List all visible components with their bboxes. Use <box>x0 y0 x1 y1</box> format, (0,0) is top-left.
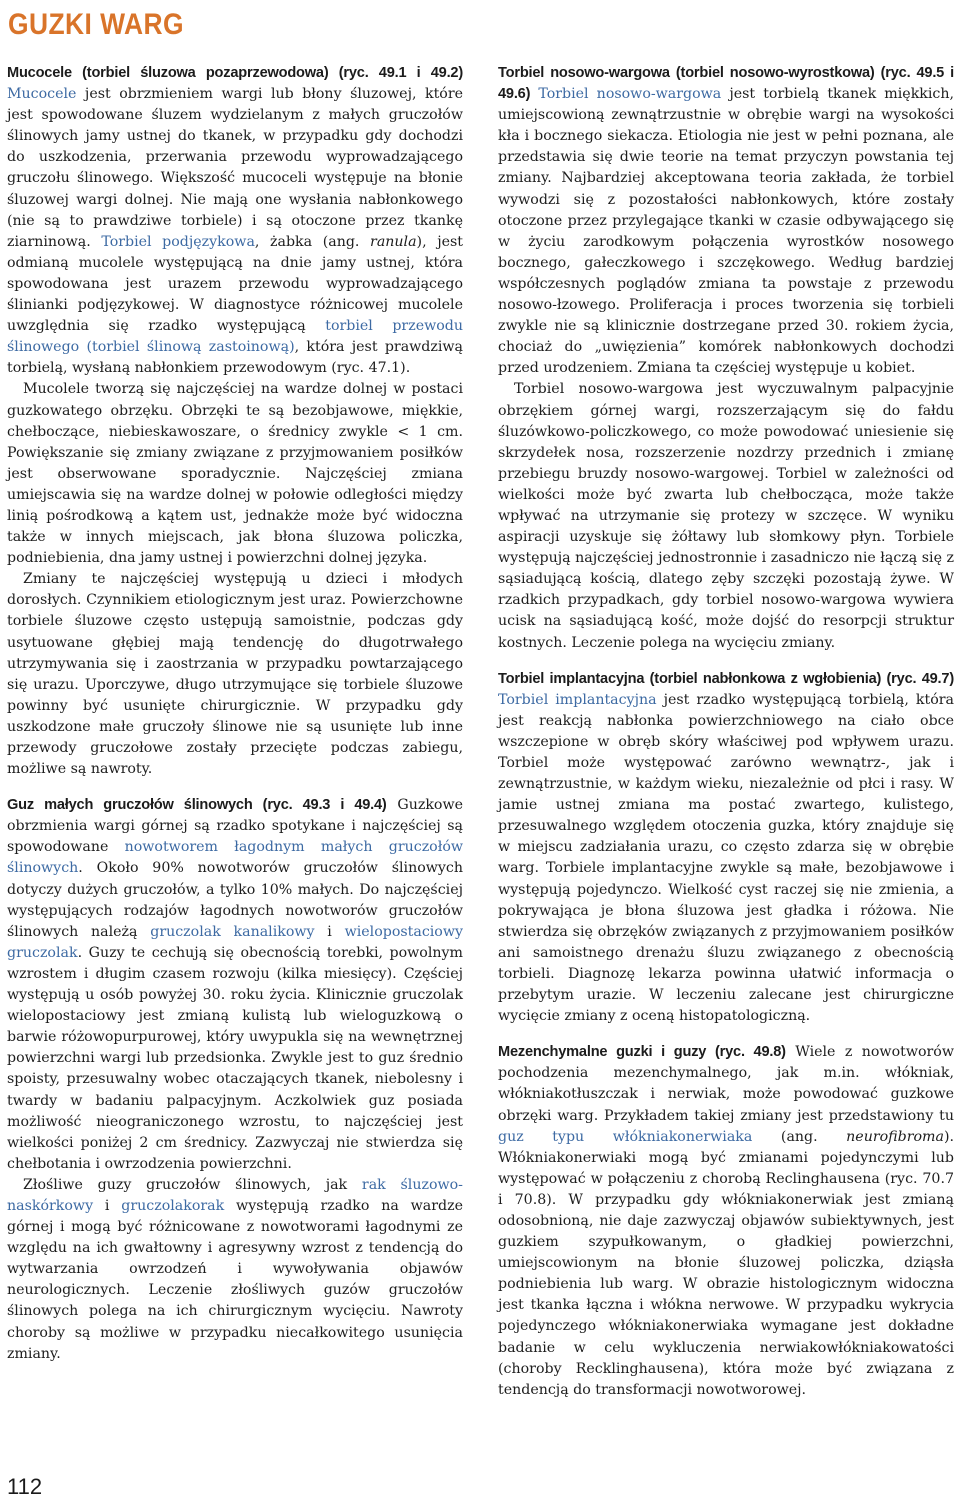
term-torbiel-nosowo-wargowa: Torbiel nosowo-wargowa <box>538 86 722 103</box>
term-torbiel-podjezykowa: Torbiel podjęzykowa <box>101 233 255 250</box>
left-column <box>7 63 463 1365</box>
mezench-text-2a: (ang. <box>752 1128 847 1145</box>
term-rak-sluzowo-naskorkowy: rak śluzowo-naskórkowy <box>7 1176 463 1214</box>
guz-paragraph-2 <box>7 1175 463 1365</box>
guz-p2-text-a: Złośliwe guzy gruczołów ślinowych, jak <box>23 1176 362 1193</box>
mezench-heading: Mezenchymalne guzki i guzy (ryc. 49.8) <box>498 1044 786 1061</box>
guz-text-2: . Około 90% nowotworów gruczołów ślinowych dotyczy dużych gruczołów, a tylko 10% małych. Do najczęściej występujących rodzajów łagodnych nowotworów gruczołów ślinowych należą <box>7 860 463 940</box>
mucocele-heading: Mucocele (torbiel śluzowa pozaprzewodowa) (ryc. 49.1 i 49.2) <box>7 65 463 81</box>
term-nowotwor-lagodny: nowotworem łagodnym małych gruczołów ślinowych <box>7 839 463 877</box>
mucocele-text-3: , która jest prawdziwą torbielą, wysłaną nabłonkiem przewodowym (ryc. 47.1). <box>7 339 463 377</box>
page-number: 112 <box>7 1474 43 1499</box>
torbiel-impl-text-1: jest rzadko występującą torbielą, która jest reakcją nabłonka powierzchniowego na ciało obce wszczepione w obręb skóry właściwej pod wpływem urazu. Torbiel może występować zarówno wewnątrz-, jak i zewnątrzustnie, w każdym wieku, niezależnie od płci i rasy. W jamie ustnej zmiana ma postać zwartego, kulistego, przesuwalnego względem otoczenia guzka, który znajduje się w miejscu zadziałania urazu, co często zdarza się w obrębie warg. Torbiele implantacyjne zwykle są małe, bezobjawowe i występują pojedynczo. Wielkość cyst raczej się nie zmienia, a pokrywająca je błona śluzowa jest gładka i różowa. Nie stwierdza się obrzęków związanych z przyjmowaniem posiłków ani samoistnego drenażu śluzu związanego z obecnością torbieli. Diagnozę lekarza powinna ułatwić informacja o przebytym urazie. W leczeniu zalecane jest chirurgiczne wycięcie zmiany z oceną histopatologiczną. <box>498 691 954 1025</box>
mezench-text-2b: ). Włókniakonerwiaki mogą być zmianami pojedynczymi lub występować w połączeniu z chorobą Reclinghausena (ryc. 70.7 i 70.8). W przypadku gdy włókniakonerwiak jest zmianą odosobnioną, nie daje zazwyczaj objawów subiektywnych, jest guzkiem szypułkowanym, o gładkiej powierzchni, umiejscowionym na błonie śluzowej policzka, dziąsła podniebienia lub warg. W obrazie histologicznym widoczna jest tkanka łączna i włókna nerwowe. W przypadku wykrycia pojedynczego włókniakonerwiaka wymagane jest dokładne badanie w celu wykluczenia nerwiakowłókniakowatości (choroby Recklinghausena), która może być związana z tendencją do transformacji nowotworowej. <box>498 1128 954 1398</box>
term-gruczolak-kanalikowy: gruczolak kanalikowy <box>150 923 315 940</box>
term-gruczolak-wielopostaciowy: wielopostaciowy gruczolak <box>7 923 463 961</box>
torbiel-nw-text-1: jest torbielą tkanek miękkich, umiejscowioną zewnątrzustnie w obrębie wargi na wysokości kła i bocznego siekacza. Etiologia nie jest w pełni poznana, ale przedstawia się dwie teorie na temat przyczyn powstania tej zmiany. Najbardziej akceptowana teoria zakłada, że torbiel wywodzi się z pozostałości nabłonkowych, które zostały otoczone przez przylegające tkanki w czasie odbywającego się w życiu zarodkowym połączenia wyrostków nosowego bocznego, gałeczkowego i szczękowego. Według bardziej współczesnych poglądów zmiana ta powstaje z przewodu nosowo-łzowego. Proliferacja i proces tworzenia się torbieli zwykle nie są klinicznie dostrzegane przed 30. rokiem życia, chociaż do „uwięzienia” komórek nabłonkowych dochodzi przed urodzeniem. Zmiana ta częściej występuje u kobiet. <box>498 86 955 377</box>
guz-p2-text-b: i <box>93 1197 122 1214</box>
torbiel-impl-paragraph <box>498 669 954 1028</box>
italic-neurofibroma: neurofibroma <box>846 1128 944 1145</box>
term-torbiel-implantacyjna: Torbiel implantacyjna <box>498 691 657 708</box>
guz-paragraph <box>7 795 463 1175</box>
page-title: GUZKI WARG <box>8 8 184 41</box>
mucocele-text-1: jest obrzmieniem wargi lub błony śluzowej, które jest spowodowane śluzem wydzielanym z małych gruczołów ślinowych jamy ustnej do tkanek, w przypadku gdy dochodzi do uszkodzenia, przerwania przewodu wyprowadzającego gruczołu ślinowego. Większość mucoceli występuje na błonie śluzowej wargi dolnej. Nie mają one wysłania nabłonkowego (nie są to prawdziwe torbiele) i są otoczone przez tkankę ziarninową. <box>7 86 463 250</box>
torbiel-nw-paragraph-2: Torbiel nosowo-wargowa jest wyczuwalnym palpacyjnie obrzękiem górnej wargi, rozszerzającym się do fałdu śluzówkowo-policzkowego, co może powodować uniesienie się skrzydełek nosa, rozszerzenie nozdrzy przednich i zmianę przebiegu bruzdy nosowo-wargowej. Torbiel w zależności od wielkości może być zwarta lub chełbocząca, może także wpływać na utrzymanie się protezy w szczęce. W wyniku aspiracji uzyskuje się żółtawy lub słomkowy płyn. Torbiele występują najczęściej jednostronnie i zasadniczo nie łączą się z sąsiadującą kością, dlatego zęby szczęki pozostają żywe. W rzadkich przypadkach, gdy torbiel nosowo-wargowa wywiera ucisk na sąsiadującą kość, może dojść do resorpcji struktur kostnych. Leczenie polega na wycięciu zmiany. <box>498 381 954 651</box>
guz-heading: Guz małych gruczołów ślinowych (ryc. 49.3 i 49.4) <box>7 797 387 814</box>
term-gruczolakorak: gruczolakorak <box>121 1197 225 1214</box>
mucocele-text-2a: , żabka (ang. <box>254 233 371 250</box>
torbiel-impl-heading: Torbiel implantacyjna (torbiel nabłonkowa z wgłobienia) (ryc. 49.7) <box>498 670 954 687</box>
right-column <box>498 63 954 1401</box>
italic-ranula: ranula <box>370 233 417 250</box>
guz-text-4: . Guzy te cechują się obecnością torebki, powolnym wzrostem i długim czasem rozwoju (kilka miesięcy). Częściej występują u osób powyżej 30. roku życia. Klinicznie gruczolak wielopostaciowy jest zmianą kulistą lub wieloguzkową o barwie różowopurpurowej, który uwypukla się na wewnętrznej powierzchni wargi lub przedsionka. Zwykle jest to guz średnio spoisty, przesuwalny wobec otaczających tkanek, niebolesny i twardy w badaniu palpacyjnym. Aczkolwiek guz posiada możliwość nieograniczonego wzrostu, to najczęściej jest wielkości poniżej 2 cm średnicy. Zazwyczaj nie stwierdza się chełbotania i owrzodzenia powierzchni. <box>7 944 463 1172</box>
mucocele-paragraph-2: Mucolele tworzą się najczęściej na wardze dolnej w postaci guzkowatego obrzęku. Obrzęki te są bezobjawowe, miękkie, chełboczące, niebieskawoszare, o średnicy zwykle < 1 cm. Powiększanie się zmiany związane z przyjmowaniem posiłków jest obserwowane sporadycznie. Najczęściej zmiana umiejscawia się na wardze dolnej w połowie odległości między linią pośrodkową a kątem ust, jednakże może być widoczna także w innych miejscach, jak błona śluzowa policzka, podniebienia, dna jamy ustnej i powierzchni dolnej języka. <box>7 381 463 567</box>
torbiel-nw-heading: Torbiel nosowo-wargowa (torbiel nosowo-wyrostkowa) (ryc. 49.5 i 49.6) <box>498 65 954 103</box>
guz-p2-text-c: występują rzadko na wardze górnej i mogą być różnicowane z nowotworami łagodnymi ze względu na ich gwałtowny i agresywny wzrost z tendencją do wytwarzania owrzodzeń i wywoływania objawów neurologicznych. Leczenie złośliwych guzów gruczołów ślinowych polega na ich chirurgicznym wycięciu. Nawroty choroby są możliwe w przypadku niecałkowitego usunięcia zmiany. <box>7 1197 463 1362</box>
mucocele-paragraph-3: Zmiany te najczęściej występują u dzieci i młodych dorosłych. Czynnikiem etiologicznym jest uraz. Powierzchowne torbiele śluzowe często ustępują samoistnie, podczas gdy usytuowane głębiej mają tendencję do długotrwałego utrzymywania się i zaostrzania w przypadku powtarzającego się urazu. Uporczywe, długo utrzymujące się torbiele śluzowe powinny być usunięte chirurgicznie. W przypadku gdy uszkodzone małe gruczoły ślinowe nie są usunięte lub inne przewody gruczołowe zostały przecięte podczas zabiegu, możliwe są nawroty. <box>7 571 463 778</box>
term-mucocele: Mucocele <box>7 86 77 103</box>
mezench-text-1: Wiele z nowotworów pochodzenia mezenchymalnego, jak m.in. włókniak, włókniakotłuszczak i nerwiak, może powodować guzkowe obrzęki warg. Przykładem takiej zmiany jest przedstawiony tu <box>498 1044 954 1124</box>
mucocele-paragraph <box>7 63 463 379</box>
term-wlokniakonerwiak: guz typu włókniakonerwiaka <box>498 1128 753 1145</box>
torbiel-nw-paragraph <box>498 63 954 379</box>
mucocele-text-2b: ), jest odmianą mucolele występującą na dnie jamy ustnej, która spowodowana jest urazem przewodu wyprowadzającego ślinianki podjęzykowej. W diagnostyce różnicowej mucolele uwzględnia się rzadko występującą <box>7 233 463 335</box>
mezench-paragraph <box>498 1042 954 1401</box>
guz-text-1: Guzkowe obrzmienia wargi górnej są rzadko spotykane i najczęściej są spowodowane <box>7 797 463 856</box>
guz-text-3: i <box>314 923 345 940</box>
term-torbiel-przewodu: torbiel przewodu ślinowego (torbiel ślinową zastoinową) <box>7 318 463 356</box>
